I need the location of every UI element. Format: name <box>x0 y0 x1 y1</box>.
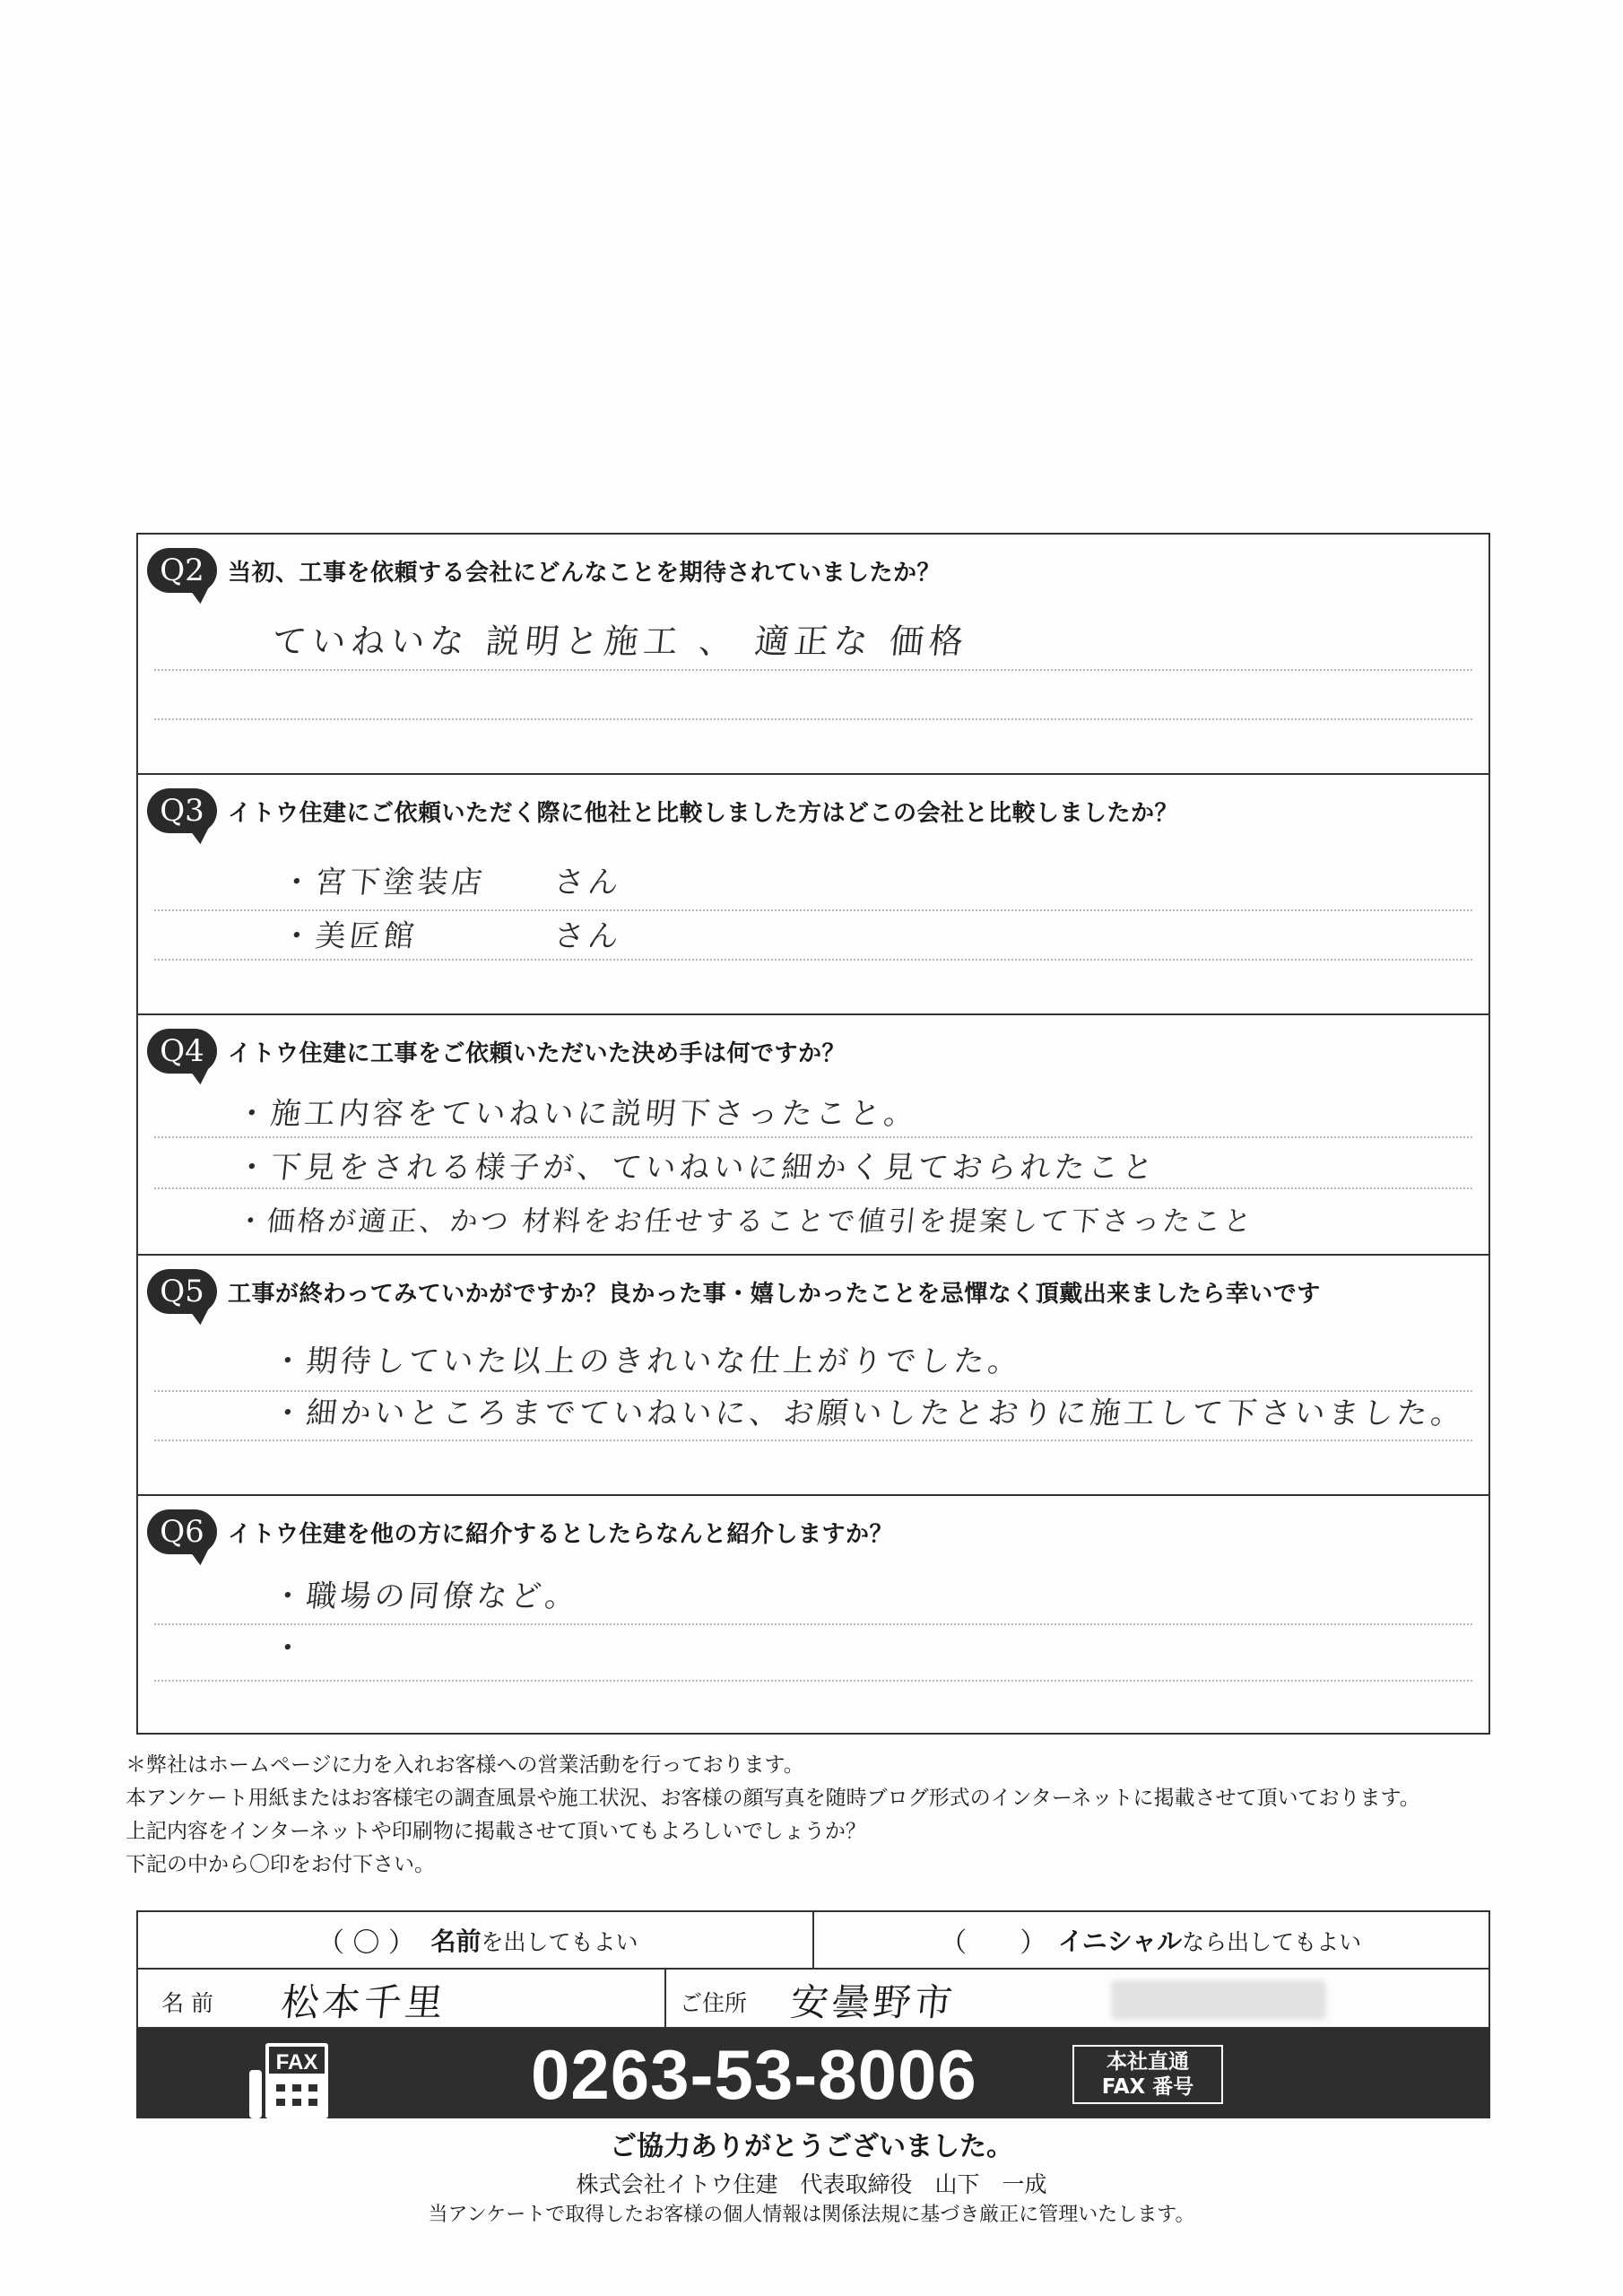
address-value: 安曇野市 <box>788 1980 959 2024</box>
question-text: イトウ住建にご依頼いただく際に他社と比較しました方はどこの会社と比較しましたか？ <box>228 799 1179 827</box>
question-block-q5 <box>138 1256 1488 1496</box>
privacy-notice: 当アンケートで取得したお客様の個人情報は関係法規に基づき厳正に管理いたします。 <box>428 2204 1195 2226</box>
option-label: イニシャルなら出してもよい <box>1057 1926 1362 1956</box>
note-line: ＊弊社はホームページに力を入れお客様への営業活動を行っております。 <box>126 1753 804 1777</box>
dotted-line <box>154 959 1472 961</box>
dotted-line <box>154 669 1472 671</box>
handwritten-answer: ていねいな 説明と施工 、 適正な 価格 <box>270 622 971 661</box>
thanks-message: ご協力ありがとうございました。 <box>610 2131 1013 2162</box>
dotted-line <box>154 1187 1472 1189</box>
note-line: 下記の中から〇印をお付下さい。 <box>126 1853 435 1876</box>
name-value: 松本千里 <box>279 1980 449 2024</box>
question-number-badge: Q3 <box>147 788 217 833</box>
question-block-q6 <box>138 1496 1488 1735</box>
name-label: 名 前 <box>161 1990 213 2016</box>
question-text: 工事が終わってみていかがですか？良かった事・嬉しかったことを忌憚なく頂戴出来ましたら幸いです <box>228 1280 1321 1308</box>
question-text: イトウ住建に工事をご依頼いただいた決め手は何ですか？ <box>228 1039 846 1067</box>
note-line: 本アンケート用紙またはお客様宅の調査風景や施工状況、お客様の顔写真を随時ブログ形式のインターネットに掲載させて頂いております。 <box>126 1787 1420 1810</box>
option-initial-ok[interactable] <box>812 1912 1488 1968</box>
dotted-line <box>154 1680 1472 1682</box>
option-checkbox[interactable]: （ ） <box>940 1927 1047 1959</box>
dotted-line <box>154 1623 1472 1625</box>
fax-number: 0263-53-8006 <box>531 2035 977 2114</box>
redacted-address <box>1111 1980 1326 2020</box>
handwritten-answer: ・ <box>270 1631 308 1666</box>
permission-options-row <box>138 1912 1488 1970</box>
question-header <box>147 1266 1321 1317</box>
fax-machine-icon <box>249 2043 330 2118</box>
option-name-ok[interactable] <box>138 1912 814 1968</box>
survey-table <box>136 533 1490 1735</box>
question-block-q3 <box>138 775 1488 1015</box>
cell-divider <box>664 1970 666 2029</box>
option-label: 名前を出してもよい <box>430 1926 638 1956</box>
handwritten-answer: ・期待していた以上のきれいな仕上がりでした。 <box>270 1344 1024 1379</box>
permission-table <box>136 1910 1490 2029</box>
fax-icon-label: FAX <box>275 2050 318 2074</box>
dotted-line <box>154 1136 1472 1138</box>
handwritten-answer: ・宮下塗装店 さん <box>279 865 624 900</box>
company-name: 株式会社イトウ住建 代表取締役 山下 一成 <box>576 2171 1047 2197</box>
question-number-badge: Q5 <box>147 1269 217 1314</box>
publication-notes <box>126 1749 1524 1882</box>
dotted-line <box>154 1439 1472 1441</box>
question-block-q2 <box>138 535 1488 775</box>
question-text: 当初、工事を依頼する会社にどんなことを期待されていましたか？ <box>228 559 942 587</box>
dotted-line <box>154 718 1472 720</box>
circle-mark: 〇 <box>352 1927 380 1959</box>
handwritten-answer: ・細かいところまでていねいに、お願いしたとおりに施工して下さいました。 <box>270 1396 1467 1431</box>
address-label: ご住所 <box>680 1990 748 2016</box>
handwritten-answer: ・価格が適正、かつ 材料をお任せすることで値引を提案して下さったこと <box>234 1205 1256 1238</box>
fax-direct-tag: 本社直通 FAX 番号 <box>1072 2045 1223 2104</box>
question-number-badge: Q6 <box>147 1509 217 1554</box>
question-number-badge: Q4 <box>147 1029 217 1074</box>
note-line: 上記内容をインターネットや印刷物に掲載させて頂いてもよろしいでしょうか？ <box>126 1820 866 1843</box>
question-number-badge: Q2 <box>147 548 217 593</box>
question-header <box>147 545 941 596</box>
handwritten-answer: ・職場の同僚など。 <box>270 1578 581 1614</box>
question-text: イトウ住建を他の方に紹介するとしたらなんと紹介しますか？ <box>228 1520 894 1548</box>
option-checkbox[interactable]: （ 〇 ） <box>317 1927 416 1959</box>
question-header <box>147 1507 893 1557</box>
handwritten-answer: ・美匠館 さん <box>279 918 624 954</box>
question-header <box>147 1026 846 1076</box>
customer-info-row <box>138 1970 1488 2029</box>
handwritten-answer: ・下見をされる様子が、ていねいに細かく見ておられたこと <box>234 1150 1159 1186</box>
handwritten-answer: ・施工内容をていねいに説明下さったこと。 <box>234 1096 920 1132</box>
question-block-q4 <box>138 1015 1488 1256</box>
question-header <box>147 786 1178 836</box>
